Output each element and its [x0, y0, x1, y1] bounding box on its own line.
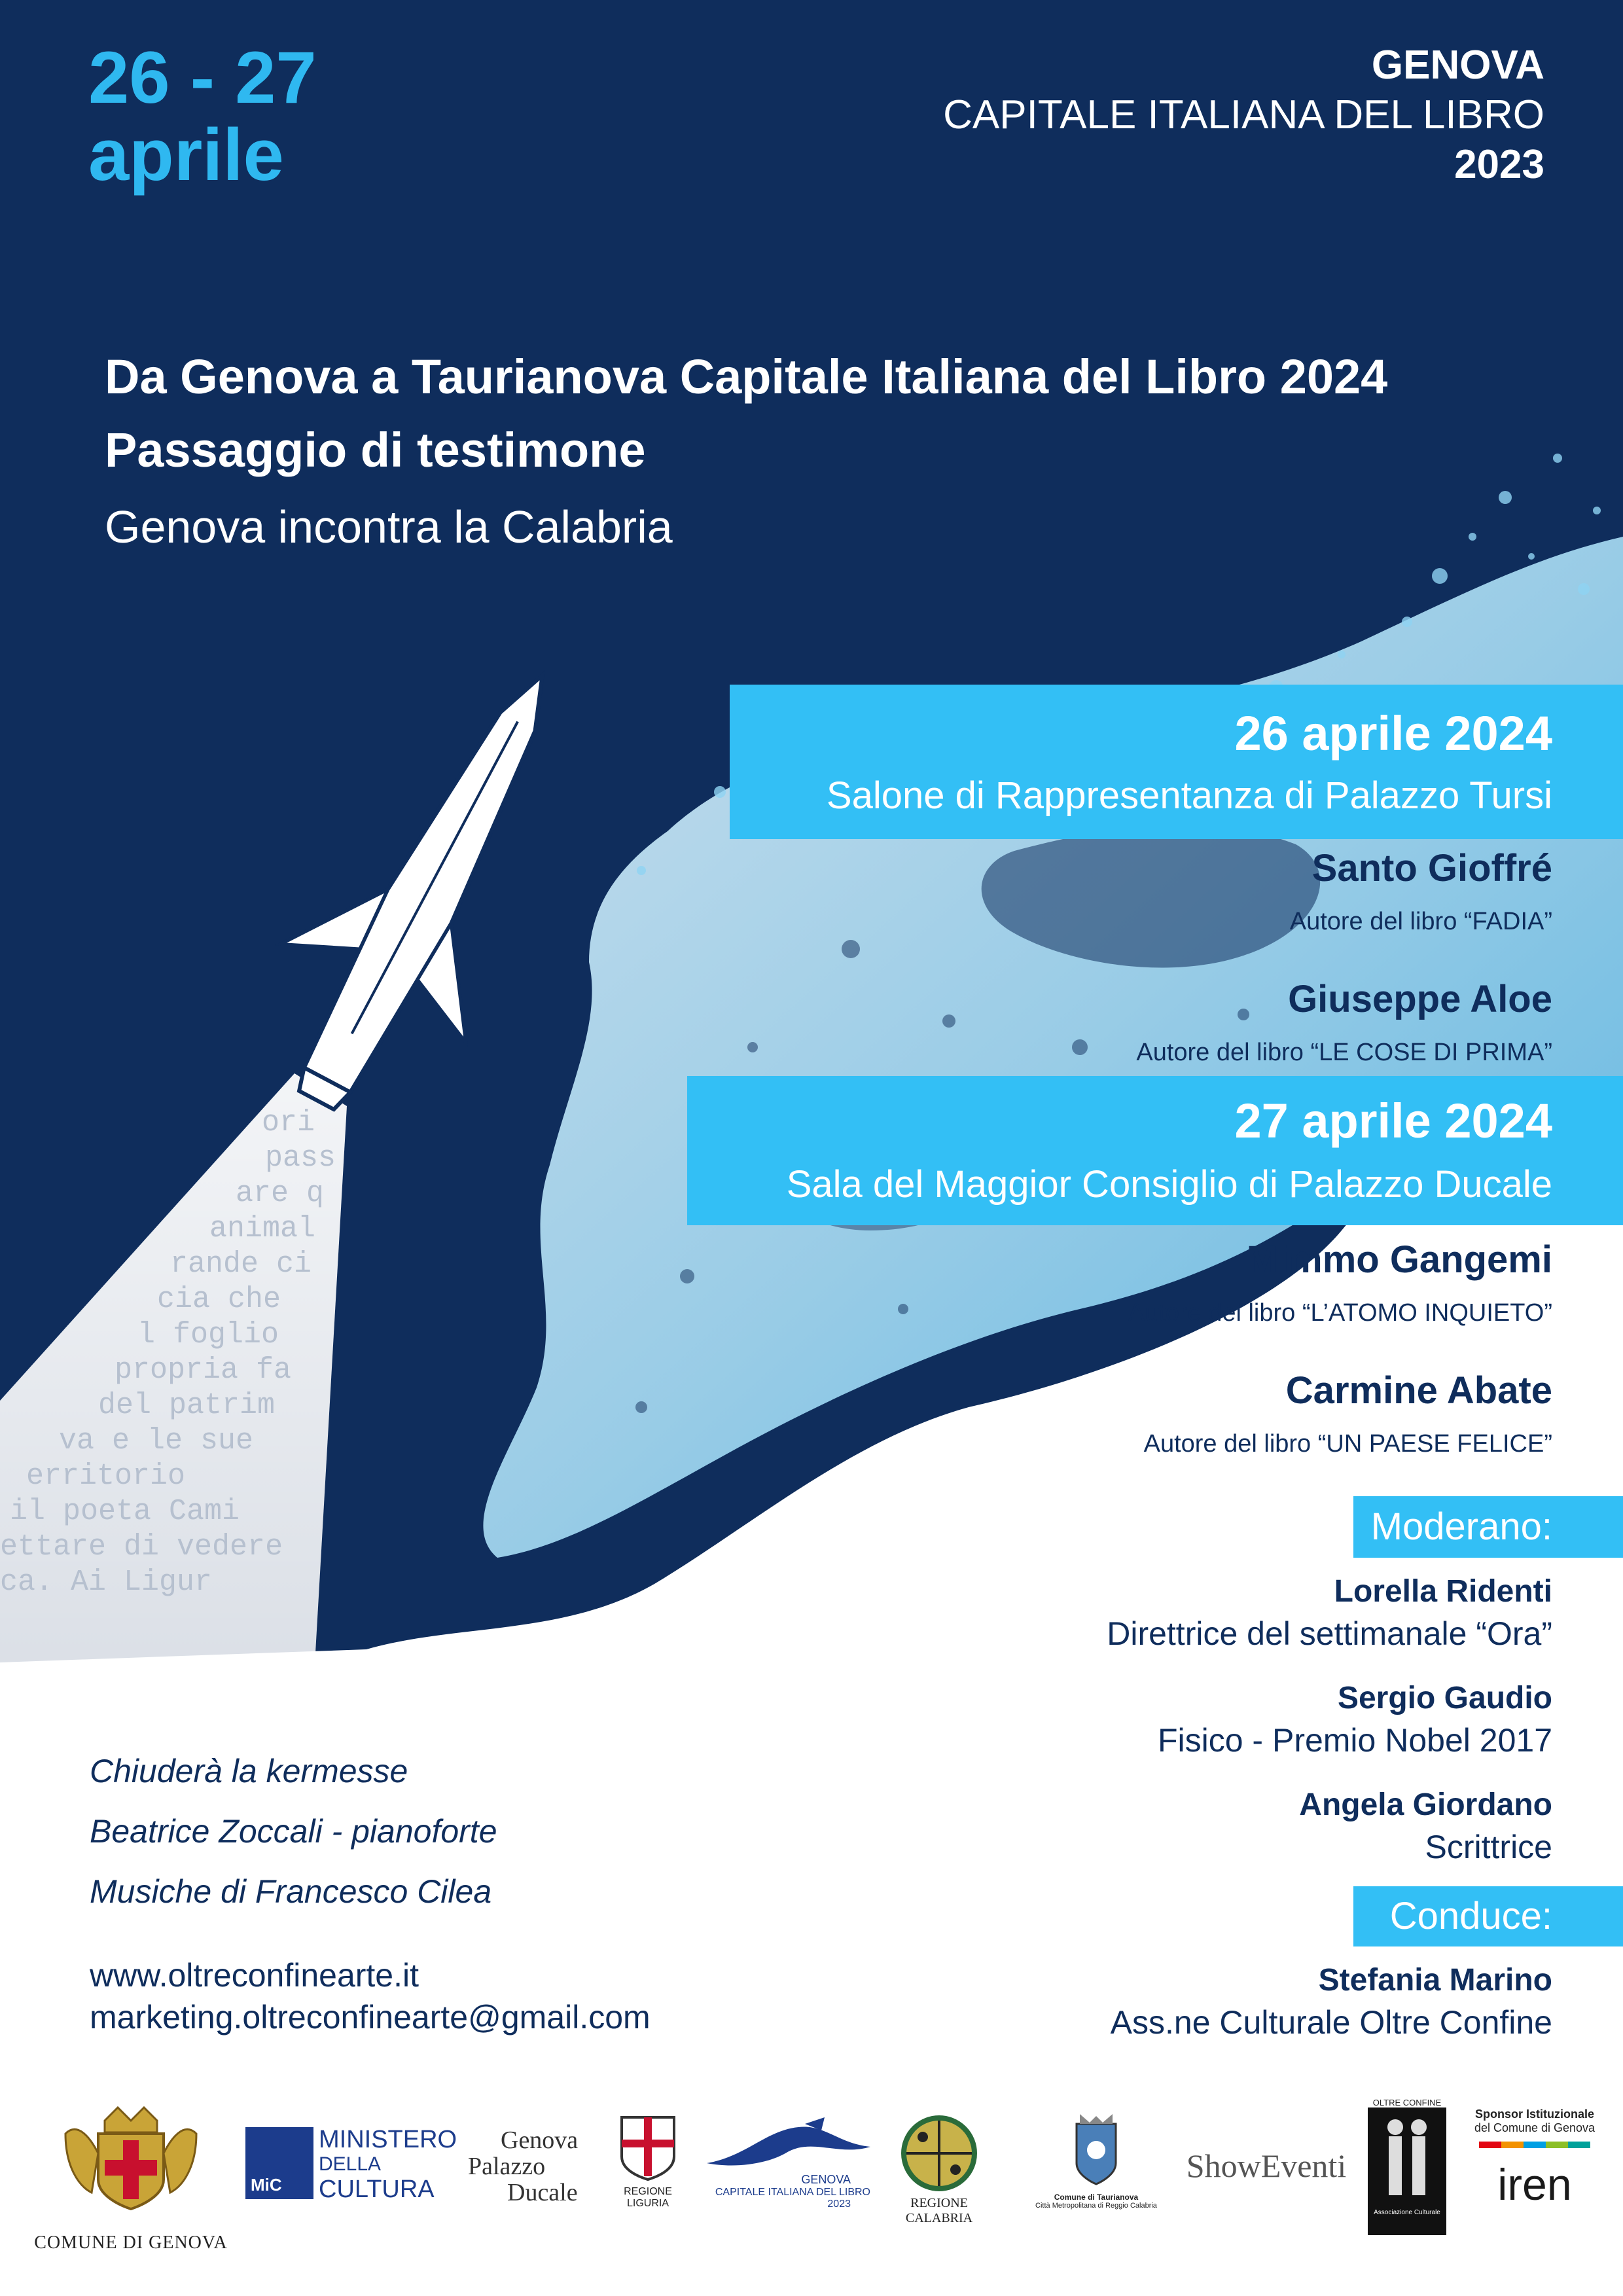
speaker-book: Autore del libro “L’ATOMO INQUIETO”	[1128, 1299, 1552, 1327]
iren-line: del Comune di Genova	[1474, 2121, 1596, 2134]
speaker-book: Autore del libro “FADIA”	[1289, 908, 1552, 935]
headline-title: Da Genova a Taurianova Capitale Italiana del Libro 2024	[105, 350, 1388, 404]
mic-icon	[245, 2127, 313, 2199]
comune-genova-logo	[26, 2094, 236, 2251]
day2-band	[687, 1076, 1623, 1225]
beam-text-line: animal	[209, 1212, 316, 1246]
dates-line-1: 26 - 27	[88, 37, 317, 118]
moderator	[1158, 1677, 1552, 1761]
genova-capitale-badge	[943, 41, 1544, 190]
taurianova-line: Città Metropolitana di Reggio Calabria	[1035, 2202, 1157, 2210]
beam-text-line: erritorio	[26, 1460, 186, 1493]
beam-text-line: del patrim	[98, 1389, 276, 1422]
oltre-line: Associazione Culturale	[1374, 2209, 1440, 2216]
day1-speaker	[1290, 846, 1552, 939]
headline-tagline: Genova incontra la Calabria	[105, 501, 673, 552]
capitale-line: GENOVA	[801, 2173, 851, 2186]
taurianova-line: Comune di Taurianova	[1054, 2193, 1139, 2202]
capitale-line: 2023	[827, 2198, 851, 2210]
event-dates	[88, 39, 317, 194]
host-name: Stefania Marino	[1318, 1963, 1552, 1998]
sponsor-logos	[0, 2081, 1623, 2278]
closing-info	[90, 1741, 497, 1922]
beam-text-line: ettare di vedere	[0, 1530, 283, 1564]
beam-text-line: ori	[262, 1106, 315, 1139]
taurianova-crest-icon	[1063, 2111, 1129, 2189]
email-link[interactable]: marketing.oltreconfinearte@gmail.com	[90, 1999, 651, 2036]
host-label: Conduce:	[1353, 1886, 1623, 1946]
speaker-book: Autore del libro “UN PAESE FELICE”	[1143, 1430, 1552, 1458]
moderator-name: Sergio Gaudio	[1337, 1681, 1552, 1715]
dates-line-2: aprile	[88, 114, 284, 196]
iren-wordmark: iren	[1497, 2160, 1572, 2210]
genova-crest-icon	[26, 2094, 236, 2219]
badge-city: GENOVA	[1371, 43, 1544, 88]
moderators-label: Moderano:	[1353, 1496, 1623, 1558]
taurianova-logo	[1024, 2111, 1168, 2229]
iren-stripes-icon	[1479, 2142, 1590, 2157]
headline	[105, 340, 1387, 563]
beam-text-line: propria fa	[115, 1354, 292, 1387]
calabria-emblem-icon	[900, 2114, 978, 2193]
ducale-line: Palazzo	[468, 2153, 546, 2180]
ducale-line: Ducale	[507, 2179, 578, 2206]
badge-year: 2023	[1454, 142, 1544, 187]
comune-genova-label: COMUNE DI GENOVA	[34, 2233, 228, 2253]
ministero-line: MINISTERO	[319, 2126, 457, 2153]
palazzo-ducale-logo	[468, 2127, 592, 2219]
host-role: Ass.ne Culturale Oltre Confine	[1110, 2004, 1552, 2041]
contacts	[90, 1954, 651, 2038]
mic-label: MiC	[251, 2175, 282, 2195]
day1-date: 26 aprile 2024	[1234, 706, 1552, 761]
oltre-line: OLTRE CONFINE	[1368, 2098, 1446, 2108]
moderator-role: Fisico - Premio Nobel 2017	[1157, 1722, 1552, 1759]
moderator-name: Angela Giordano	[1299, 1787, 1552, 1822]
speaker-name: Carmine Abate	[1285, 1369, 1552, 1412]
regione-calabria-label: REGIONE CALABRIA	[905, 2196, 973, 2225]
beam-text-line: ca. Ai Ligur	[0, 1566, 213, 1599]
moderator-role: Scrittrice	[1425, 1829, 1552, 1865]
closing-line: Beatrice Zoccali - pianoforte	[90, 1813, 497, 1850]
beam-text-line: pass	[265, 1141, 336, 1175]
badge-title: CAPITALE ITALIANA DEL LIBRO	[943, 92, 1544, 137]
day2-speaker	[1144, 1368, 1552, 1461]
day1-band	[730, 685, 1623, 839]
capitale-line: CAPITALE ITALIANA DEL LIBRO	[715, 2187, 870, 2198]
day2-venue: Sala del Maggior Consiglio di Palazzo Ducale	[786, 1163, 1552, 1206]
beam-text-line: l foglio	[137, 1318, 279, 1352]
day1-venue: Salone di Rappresentanza di Palazzo Tursi	[826, 774, 1552, 817]
ducale-line: Genova	[501, 2126, 579, 2154]
showeventi-logo: ShowEventi	[1186, 2147, 1347, 2184]
regione-calabria-logo	[880, 2114, 998, 2232]
ministero-cultura-logo	[245, 2127, 461, 2212]
moderator-role: Direttrice del settimanale “Ora”	[1107, 1615, 1552, 1652]
moderator	[1299, 1784, 1552, 1868]
beam-typewriter-text	[0, 1106, 340, 1656]
iren-line: Sponsor Istituzionale	[1474, 2108, 1594, 2121]
regione-liguria-label: REGIONE LIGURIA	[624, 2186, 672, 2209]
day2-speaker	[1128, 1237, 1552, 1330]
regione-liguria-logo	[605, 2111, 690, 2229]
ministero-line: CULTURA	[319, 2176, 435, 2203]
beam-text-line: va e le sue	[59, 1424, 254, 1458]
beam-text-line: are q	[236, 1177, 325, 1210]
closing-line: Chiuderà la kermesse	[90, 1753, 408, 1789]
iren-logo	[1463, 2108, 1607, 2238]
website-link[interactable]: www.oltreconfinearte.it	[90, 1957, 419, 1994]
speaker-name: Santo Gioffré	[1311, 847, 1552, 889]
two-figures-icon	[1374, 2108, 1440, 2206]
capitale-libro-logo	[707, 2117, 870, 2215]
closing-line: Musiche di Francesco Cilea	[90, 1873, 492, 1910]
speaker-name: Giuseppe Aloe	[1288, 978, 1552, 1020]
moderator	[1107, 1571, 1552, 1655]
day1-speaker	[1136, 977, 1552, 1069]
host	[1111, 1960, 1552, 2043]
wave-icon	[707, 2117, 870, 2170]
speaker-name: Mimmo Gangemi	[1246, 1238, 1552, 1281]
beam-text-line: rande ci	[170, 1247, 312, 1281]
speaker-book: Autore del libro “LE COSE DI PRIMA”	[1136, 1039, 1552, 1066]
day2-date: 27 aprile 2024	[1234, 1094, 1552, 1148]
headline-subtitle: Passaggio di testimone	[105, 423, 646, 477]
moderator-name: Lorella Ridenti	[1334, 1574, 1552, 1609]
beam-text-line: cia che	[157, 1283, 281, 1316]
beam-text-line: il poeta Cami	[10, 1495, 240, 1528]
oltre-confine-logo	[1368, 2098, 1446, 2235]
liguria-shield-icon	[615, 2111, 681, 2183]
ministero-line: DELLA	[319, 2153, 382, 2175]
